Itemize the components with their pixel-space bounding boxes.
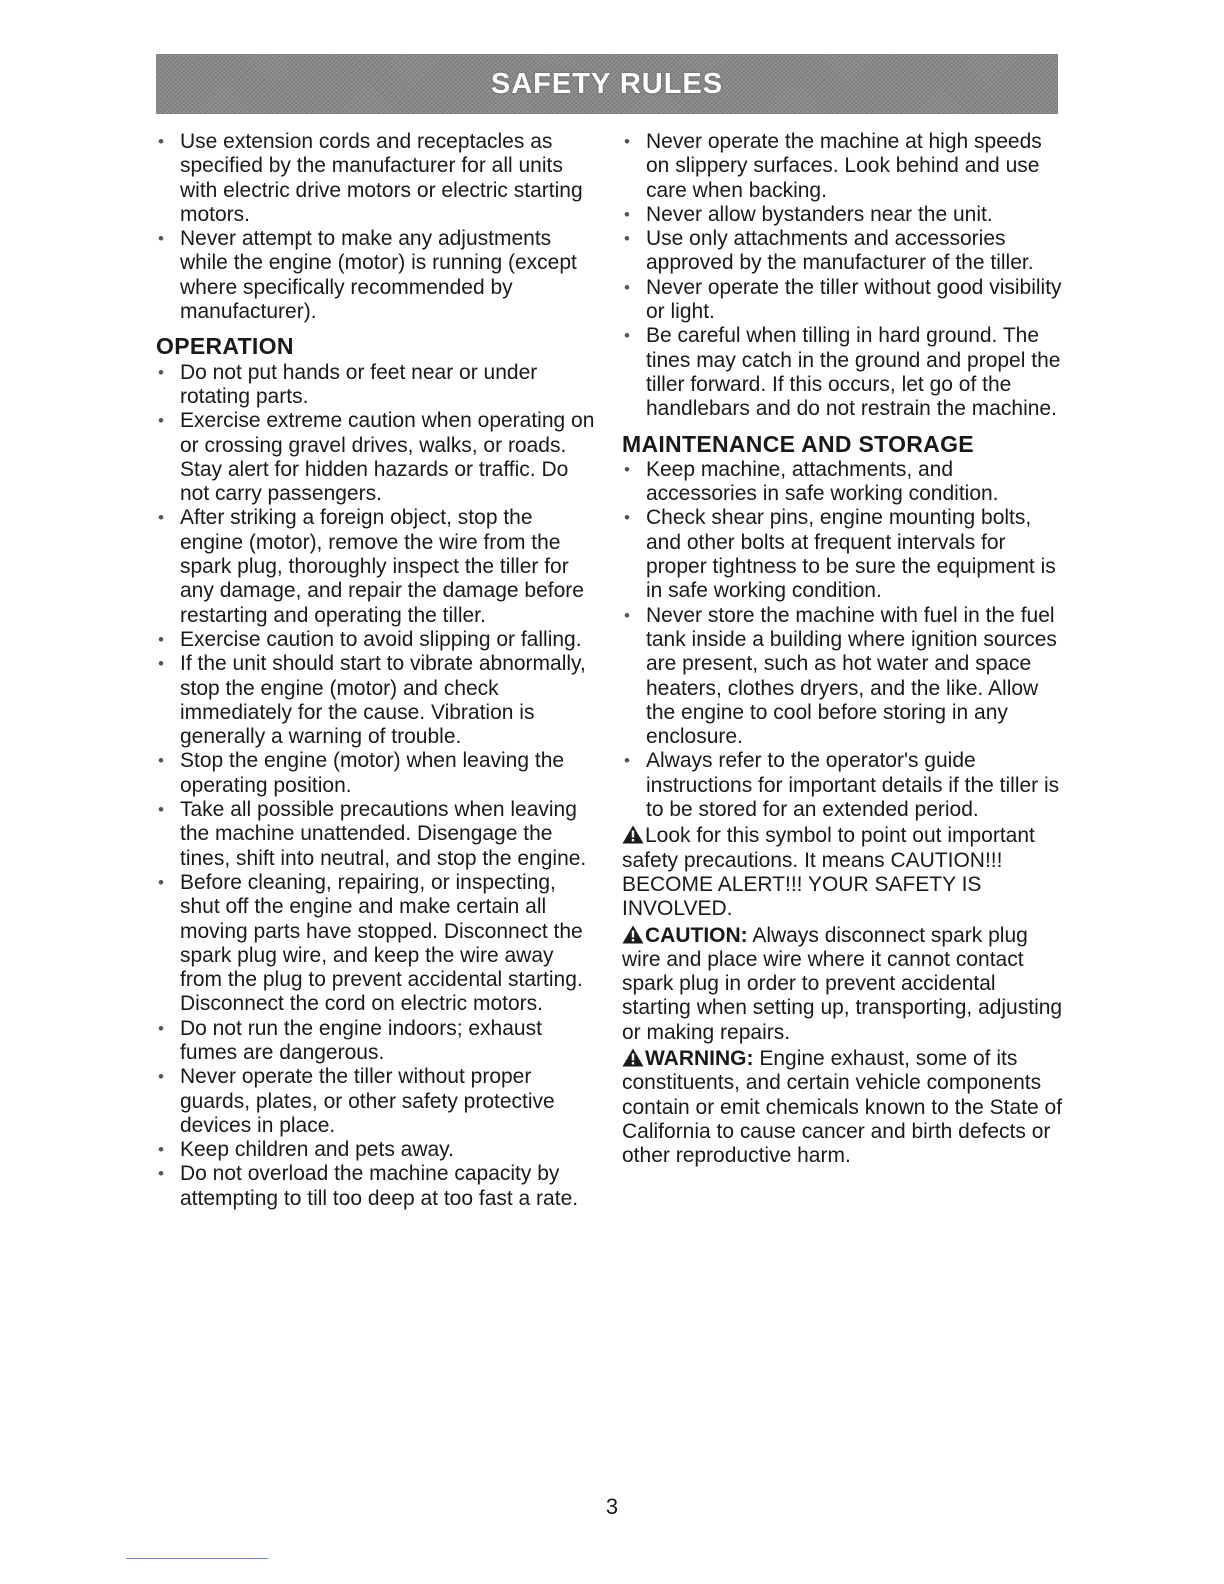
right-column — [622, 130, 1064, 1168]
list-item: • Before cleaning, repairing, or inspecting, shut off the engine and make certain all moving parts have stopped. Disconnect the spark plug wire, and keep the wire away from the plug to prevent accidental starting. Disconnect the cord on electric motors. — [156, 871, 596, 1017]
safety-alert-icon — [622, 825, 644, 844]
safety-alert-icon — [622, 925, 644, 944]
list-item: • Never store the machine with fuel in the fuel tank inside a building where ignition sources are present, such as hot water and space heaters, clothes dryers, and the like. Allow the engine to cool before storing in any enclosure. — [622, 604, 1064, 750]
list-item: • Keep machine, attachments, and accessories in safe working condition. — [622, 458, 1064, 507]
list-item: • Always refer to the operator's guide instructions for important details if the tiller is to be stored for an extended period. — [622, 749, 1064, 822]
list-item: • Do not put hands or feet near or under rotating parts. — [156, 361, 596, 410]
list-item: • Keep children and pets away. — [156, 1138, 596, 1162]
list-item: • Do not overload the machine capacity by attempting to till too deep at too fast a rate. — [156, 1162, 596, 1211]
section-banner — [156, 54, 1058, 114]
left-column — [156, 130, 596, 1211]
list-item: • Be careful when tilling in hard ground. The tines may catch in the ground and propel the tiller forward. If this occurs, let go of the handlebars and do not restrain the machine. — [622, 324, 1064, 421]
list-item: • Never allow bystanders near the unit. — [622, 203, 1064, 227]
list-item: • Exercise extreme caution when operating on or crossing gravel drives, walks, or roads. Stay alert for hidden hazards or traffic. Do not carry passengers. — [156, 409, 596, 506]
list-item: • Never attempt to make any adjustments while the engine (motor) is running (except where specifically recommended by manufacturer). — [156, 227, 596, 324]
operation-list-continued — [622, 130, 1064, 422]
list-item: • Do not run the engine indoors; exhaust fumes are dangerous. — [156, 1017, 596, 1066]
safety-symbol-note — [622, 824, 1064, 921]
footer-rule — [126, 1558, 268, 1559]
intro-list — [156, 130, 596, 324]
list-item: • Check shear pins, engine mounting bolts, and other bolts at frequent intervals for proper tightness to be sure the equipment is in safe working condition. — [622, 506, 1064, 603]
warning-label: WARNING: — [645, 1046, 754, 1070]
list-item: • Exercise caution to avoid slipping or falling. — [156, 628, 596, 652]
list-item: • Use only attachments and accessories approved by the manufacturer of the tiller. — [622, 227, 1064, 276]
operation-heading: OPERATION — [156, 333, 294, 360]
maintenance-list — [622, 458, 1064, 822]
caution-note — [622, 924, 1064, 1045]
operation-list — [156, 361, 596, 1211]
list-item: • Take all possible precautions when leaving the machine unattended. Disengage the tines, shift into neutral, and stop the engine. — [156, 798, 596, 871]
list-item: • After striking a foreign object, stop the engine (motor), remove the wire from the spark plug, thoroughly inspect the tiller for any damage, and repair the damage before restarting and operating the tiller. — [156, 506, 596, 627]
list-item: • Never operate the tiller without proper guards, plates, or other safety protective devices in place. — [156, 1065, 596, 1138]
list-item: • If the unit should start to vibrate abnormally, stop the engine (motor) and check immediately for the cause. Vibration is generally a warning of trouble. — [156, 652, 596, 749]
page-title: SAFETY RULES — [490, 67, 724, 100]
list-item: • Stop the engine (motor) when leaving the operating position. — [156, 749, 596, 798]
caution-text: Always disconnect spark plug wire and place wire where it cannot contact spark plug in order to prevent accidental starting when setting up, transporting, adjusting or making repairs. — [622, 923, 1063, 1044]
list-item: • Use extension cords and receptacles as specified by the manufacturer for all units with electric drive motors or electric starting motors. — [156, 130, 596, 227]
safety-alert-icon — [622, 1048, 644, 1067]
symbol-note-text: Look for this symbol to point out important safety precautions. It means CAUTION!!! BECOME ALERT!!! YOUR SAFETY IS INVOLVED. — [622, 824, 1035, 921]
list-item: • Never operate the tiller without good visibility or light. — [622, 276, 1064, 325]
list-item: • Never operate the machine at high speeds on slippery surfaces. Look behind and use care when backing. — [622, 130, 1064, 203]
warning-text: Engine exhaust, some of its constituents, and certain vehicle components contain or emit chemicals known to the State of California to cause cancer and birth defects or other reproductive harm. — [622, 1046, 1063, 1168]
caution-label: CAUTION: — [645, 923, 748, 947]
maintenance-heading: MAINTENANCE AND STORAGE — [622, 430, 974, 457]
page-number: 3 — [605, 1494, 619, 1519]
warning-note — [622, 1047, 1064, 1168]
